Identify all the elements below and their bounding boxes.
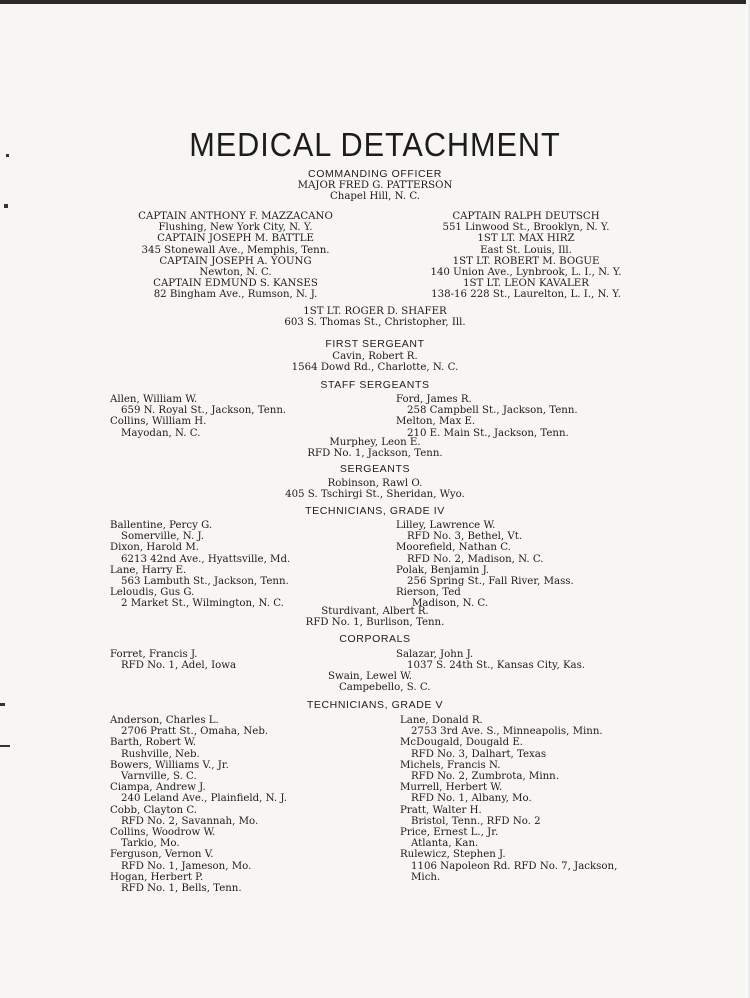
- member-name: Pratt, Walter H.: [400, 804, 482, 816]
- officer-address: East St. Louis, Ill.: [480, 244, 572, 256]
- corporals-center-entry: [328, 671, 431, 693]
- member-address: Varnville, S. C.: [121, 771, 197, 783]
- member-name: Collins, Woodrow W.: [110, 827, 216, 839]
- member-address: Somerville, N. J.: [121, 531, 204, 543]
- member-address: 405 S. Tschirgi St., Sheridan, Wyo.: [285, 489, 465, 500]
- corporals-right-column: [396, 649, 585, 671]
- member-name: Forret, Francis J.: [110, 649, 198, 660]
- technicians-grade-iv-heading: TECHNICIANS, GRADE IV: [305, 505, 445, 517]
- officer-address: Newton, N. C.: [199, 267, 272, 279]
- member-name: Ballentine, Percy G.: [110, 520, 213, 531]
- member-name: Anderson, Charles L.: [110, 715, 219, 726]
- member-name: Rierson, Ted: [396, 587, 461, 599]
- officer-name: CAPTAIN JOSEPH M. BATTLE: [157, 233, 314, 245]
- officer-address: 82 Bingham Ave., Rumson, N. J.: [153, 289, 318, 301]
- member-address: RFD No. 1, Burlison, Tenn.: [305, 617, 445, 628]
- officer-name: CAPTAIN JOSEPH A. YOUNG: [159, 255, 312, 267]
- member-name: Allen, William W.: [110, 394, 198, 405]
- member-address: 6213 42nd Ave., Hyattsville, Md.: [121, 553, 291, 565]
- member-name: Lilley, Lawrence W.: [396, 520, 496, 531]
- member-name: Ciampa, Andrew J.: [110, 782, 206, 794]
- member-address: RFD No. 1, Bells, Tenn.: [121, 883, 242, 895]
- officer-name: 1ST LT. ROGER D. SHAFER: [303, 306, 447, 317]
- member-name: Lane, Donald R.: [400, 715, 483, 726]
- scan-mark: [0, 745, 10, 747]
- member-address: Tarkio, Mo.: [121, 838, 180, 850]
- scan-mark: [4, 204, 8, 208]
- member-address: RFD No. 1, Adel, Iowa: [121, 660, 237, 672]
- member-name: Leloudis, Gus G.: [110, 587, 195, 599]
- member-name: Price, Ernest L., Jr.: [400, 827, 499, 839]
- member-address: RFD No. 2, Savannah, Mo.: [121, 815, 259, 827]
- officer-name: 1ST LT. MAX HIRZ: [477, 233, 575, 245]
- member-name: Moorefield, Nathan C.: [396, 542, 511, 554]
- tech4-right-column: [396, 520, 574, 610]
- commanding-officer-address: Chapel Hill, N. C.: [329, 191, 421, 202]
- member-name: Polak, Benjamin J.: [396, 564, 490, 576]
- member-name: Dixon, Harold M.: [110, 542, 199, 554]
- officer-address: Flushing, New York City, N. Y.: [158, 222, 313, 234]
- scan-mark: [6, 154, 9, 157]
- officer-name: CAPTAIN ANTHONY F. MAZZACANO: [138, 211, 333, 222]
- member-address: 1564 Dowd Rd., Charlotte, N. C.: [291, 362, 459, 373]
- member-address: Mayodan, N. C.: [121, 427, 201, 439]
- member-name: Cavin, Robert R.: [332, 351, 418, 362]
- member-address: 563 Lambuth St., Jackson, Tenn.: [121, 576, 289, 588]
- member-address: 2753 3rd Ave. S., Minneapolis, Minn.: [411, 726, 603, 738]
- member-name: Robinson, Rawl O.: [327, 478, 423, 489]
- officers-left-column: [108, 211, 363, 301]
- member-address: Campebello, S. C.: [339, 682, 431, 694]
- member-address: 240 Leland Ave., Plainfield, N. J.: [121, 793, 287, 805]
- member-address: RFD No. 2, Madison, N. C.: [407, 553, 544, 565]
- officer-name: 1ST LT. LEON KAVALER: [463, 278, 589, 290]
- member-address: 256 Spring St., Fall River, Mass.: [407, 576, 574, 588]
- member-name: Melton, Max E.: [396, 416, 476, 428]
- corporals-heading: CORPORALS: [339, 633, 411, 645]
- member-address: 659 N. Royal St., Jackson, Tenn.: [121, 405, 287, 417]
- member-name: McDougald, Dougald E.: [400, 737, 524, 749]
- member-name: Bowers, Williams V., Jr.: [110, 759, 229, 771]
- page-top-edge: [0, 0, 750, 4]
- member-name: Sturdivant, Albert R.: [321, 606, 429, 617]
- officer-name: 1ST LT. ROBERT M. BOGUE: [452, 255, 600, 267]
- member-address: RFD No. 3, Dalhart, Texas: [411, 748, 547, 760]
- member-name: Murphey, Leon E.: [329, 437, 421, 448]
- member-name: Collins, William H.: [110, 416, 207, 428]
- member-address: Bristol, Tenn., RFD No. 2: [411, 815, 541, 827]
- staff-sergeants-right-column: [396, 394, 578, 439]
- member-name: Salazar, John J.: [396, 649, 474, 660]
- member-name: Michels, Francis N.: [400, 759, 501, 771]
- tech4-left-column: [110, 520, 290, 610]
- officer-address: 138-16 228 St., Laurelton, L. I., N. Y.: [431, 289, 621, 301]
- member-address: 1106 Napoleon Rd. RFD No. 7, Jackson,: [411, 860, 618, 872]
- member-address: RFD No. 1, Albany, Mo.: [411, 793, 532, 805]
- tech5-right-column: [400, 715, 617, 883]
- first-sergeant-heading: FIRST SERGEANT: [325, 338, 425, 350]
- member-address: Rushville, Neb.: [121, 748, 200, 760]
- member-name: Ford, James R.: [396, 394, 472, 405]
- tech5-left-column: [110, 715, 287, 894]
- officer-name: CAPTAIN RALPH DEUTSCH: [452, 211, 600, 222]
- page-title: MEDICAL DETACHMENT: [189, 126, 561, 163]
- member-address: 210 E. Main St., Jackson, Tenn.: [407, 427, 569, 439]
- staff-sergeants-left-column: [110, 394, 286, 439]
- technicians-grade-v-heading: TECHNICIANS, GRADE V: [306, 699, 444, 711]
- member-name: Swain, Lewel W.: [328, 671, 413, 682]
- officer-address: 140 Union Ave., Lynbrook, L. I., N. Y.: [430, 267, 622, 279]
- member-name: Cobb, Clayton C.: [110, 804, 198, 816]
- commanding-officer-heading: COMMANDING OFFICER: [308, 168, 442, 180]
- member-address: RFD No. 1, Jackson, Tenn.: [307, 448, 443, 459]
- member-name: Hogan, Herbert P.: [110, 871, 204, 883]
- member-address: Atlanta, Kan.: [411, 838, 479, 850]
- member-address: Madison, N. C.: [412, 598, 489, 610]
- officer-address: 603 S. Thomas St., Christopher, Ill.: [284, 317, 466, 328]
- officer-address: 551 Linwood St., Brooklyn, N. Y.: [442, 222, 610, 234]
- member-address: RFD No. 3, Bethel, Vt.: [407, 531, 523, 543]
- member-address: RFD No. 1, Jameson, Mo.: [121, 860, 252, 872]
- member-name: Ferguson, Vernon V.: [110, 849, 214, 861]
- staff-sergeants-heading: STAFF SERGEANTS: [320, 379, 430, 391]
- officer-address: 345 Stonewall Ave., Memphis, Tenn.: [141, 244, 330, 256]
- member-address: 1037 S. 24th St., Kansas City, Kas.: [407, 660, 586, 672]
- corporals-left-column: [110, 649, 236, 671]
- member-address-continued: Mich.: [411, 871, 441, 883]
- member-name: Lane, Harry E.: [110, 564, 187, 576]
- officer-name: CAPTAIN EDMUND S. KANSES: [153, 278, 318, 290]
- commanding-officer-name: MAJOR FRED G. PATTERSON: [297, 180, 453, 191]
- member-name: Barth, Robert W.: [110, 737, 197, 749]
- member-name: Rulewicz, Stephen J.: [400, 849, 506, 861]
- member-address: 258 Campbell St., Jackson, Tenn.: [407, 405, 578, 417]
- member-address: 2706 Pratt St., Omaha, Neb.: [121, 726, 269, 738]
- member-address: 2 Market St., Wilmington, N. C.: [121, 598, 284, 610]
- sergeants-heading: SERGEANTS: [339, 463, 411, 475]
- member-address: RFD No. 2, Zumbrota, Minn.: [411, 771, 559, 783]
- officers-right-column: [395, 211, 657, 301]
- member-name: Murrell, Herbert W.: [400, 782, 503, 794]
